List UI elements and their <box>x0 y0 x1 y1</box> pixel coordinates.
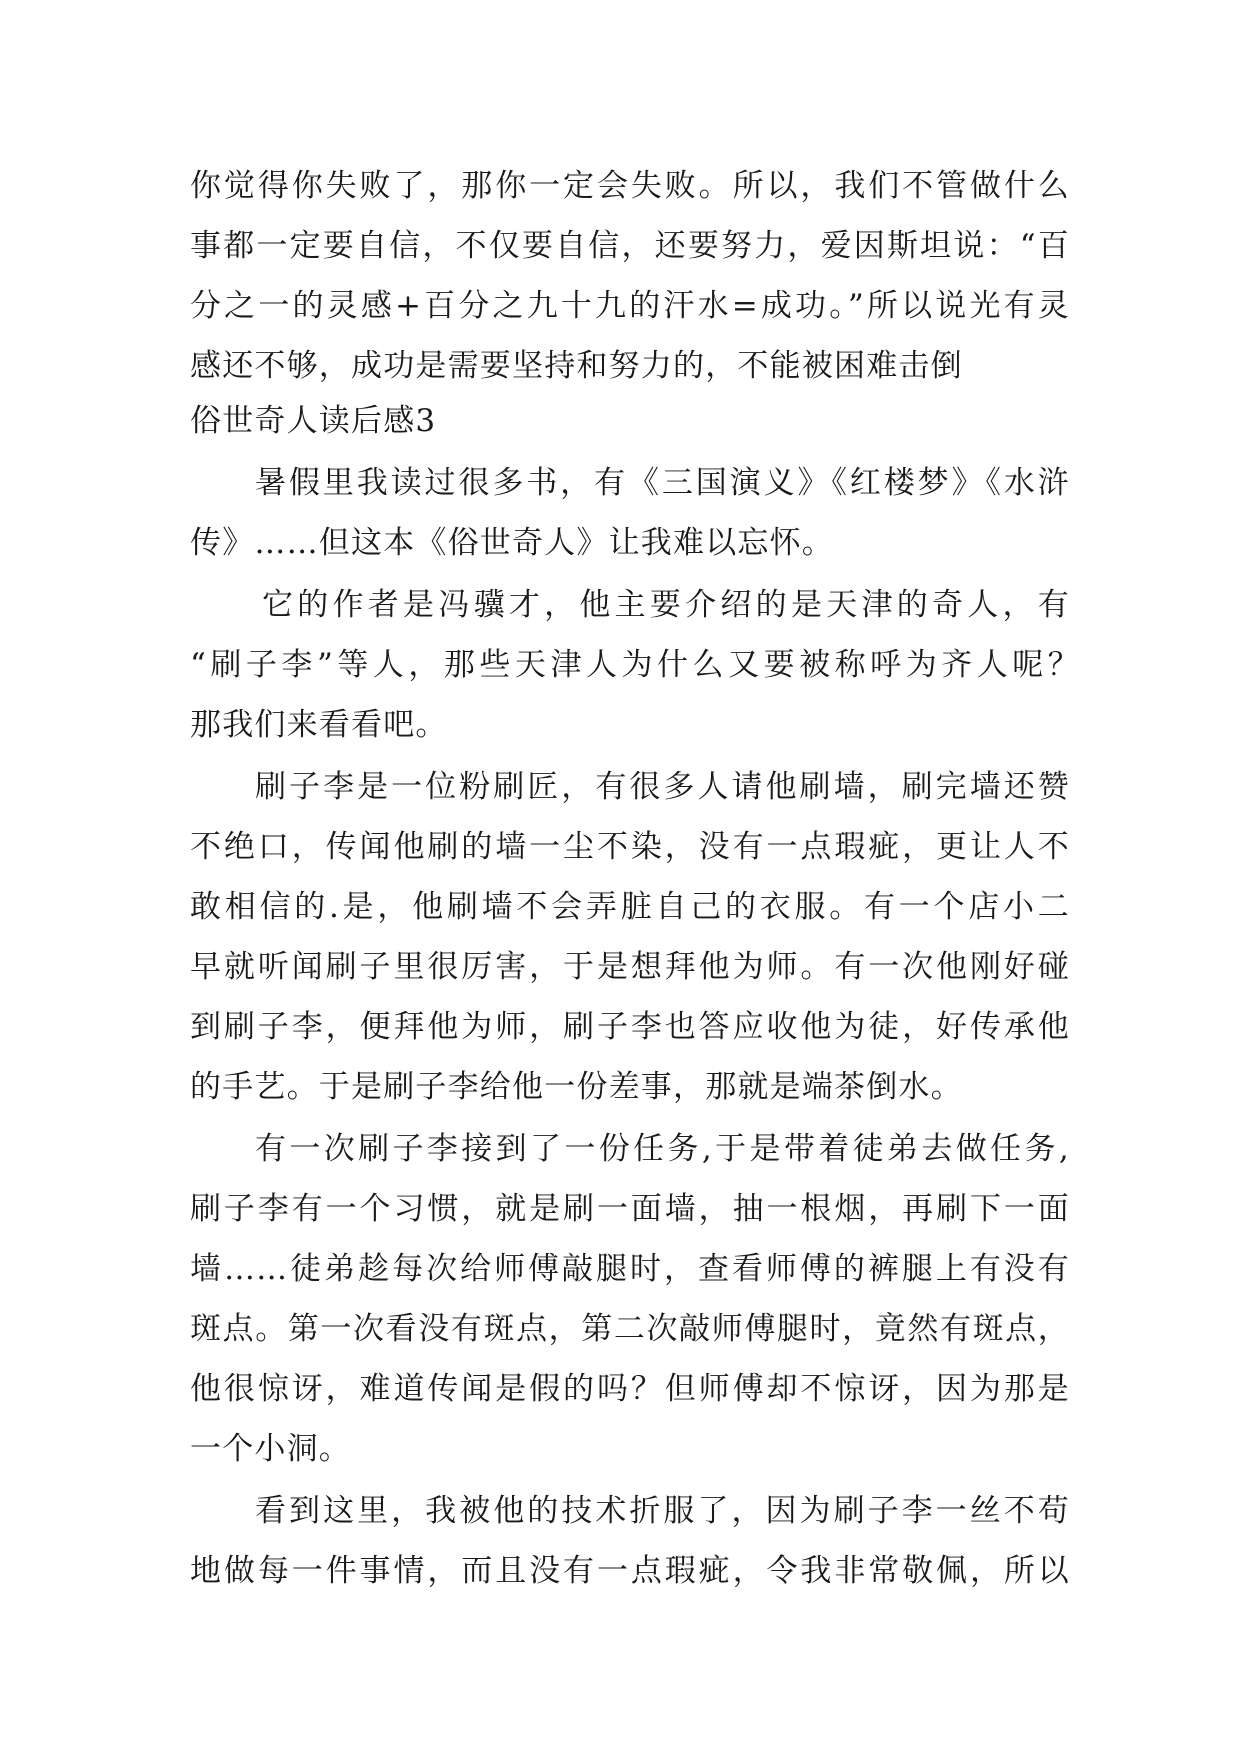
paragraph-line: 那我们来看看吧。 <box>190 707 448 743</box>
section-heading: 俗世奇人读后感3 <box>190 403 437 439</box>
paragraph-line: 它的作者是冯骥才，他主要介绍的是天津的奇人，有 <box>262 587 1070 623</box>
paragraph-line: 敢相信的.是，他刷墙不会弄脏自己的衣服。有一个店小二 <box>190 889 1070 925</box>
paragraph-line: 一个小洞。 <box>190 1431 351 1467</box>
paragraph-line: 事都一定要自信，不仅要自信，还要努力，爱因斯坦说：“百 <box>190 228 1070 264</box>
paragraph-line: 暑假里我读过很多书，有《三国演义》《红楼梦》《水浒 <box>255 465 1070 501</box>
paragraph-line: 早就听闻刷子里很厉害，于是想拜他为师。有一次他刚好碰 <box>190 949 1070 985</box>
paragraph-line: 刷子李有一个习惯，就是刷一面墙，抽一根烟，再刷下一面 <box>190 1191 1070 1227</box>
paragraph-line: 不绝口，传闻他刷的墙一尘不染，没有一点瑕疵，更让人不 <box>190 829 1070 865</box>
paragraph-line: 他很惊讶，难道传闻是假的吗？但师傅却不惊讶，因为那是 <box>190 1371 1070 1407</box>
paragraph-line: 斑点。第一次看没有斑点，第二次敲师傅腿时，竟然有斑点， <box>190 1311 1070 1347</box>
paragraph-line: 的手艺。于是刷子李给他一份差事，那就是端茶倒水。 <box>190 1069 963 1105</box>
paragraph-line: 有一次刷子李接到了一份任务,于是带着徒弟去做任务, <box>255 1131 1070 1167</box>
paragraph-line: “刷子李”等人，那些天津人为什么又要被称呼为齐人呢？ <box>190 647 1080 683</box>
paragraph-line: 到刷子李，便拜他为师，刷子李也答应收他为徒，好传承他 <box>190 1009 1070 1045</box>
paragraph-line: 传》……但这本《俗世奇人》让我难以忘怀。 <box>190 525 834 561</box>
paragraph-line: 刷子李是一位粉刷匠，有很多人请他刷墙，刷完墙还赞 <box>255 769 1070 805</box>
paragraph-line: 地做每一件事情，而且没有一点瑕疵，令我非常敬佩，所以 <box>190 1553 1070 1589</box>
paragraph-line: 墙……徒弟趁每次给师傅敲腿时，查看师傅的裤腿上有没有 <box>190 1251 1070 1287</box>
paragraph-line: 感还不够，成功是需要坚持和努力的，不能被困难击倒 <box>190 348 963 384</box>
paragraph-line: 你觉得你失败了，那你一定会失败。所以，我们不管做什么 <box>190 168 1070 204</box>
paragraph-line: 分之一的灵感+百分之九十九的汗水=成功。”所以说光有灵 <box>190 288 1070 324</box>
paragraph-line: 看到这里，我被他的技术折服了，因为刷子李一丝不苟 <box>255 1493 1070 1529</box>
